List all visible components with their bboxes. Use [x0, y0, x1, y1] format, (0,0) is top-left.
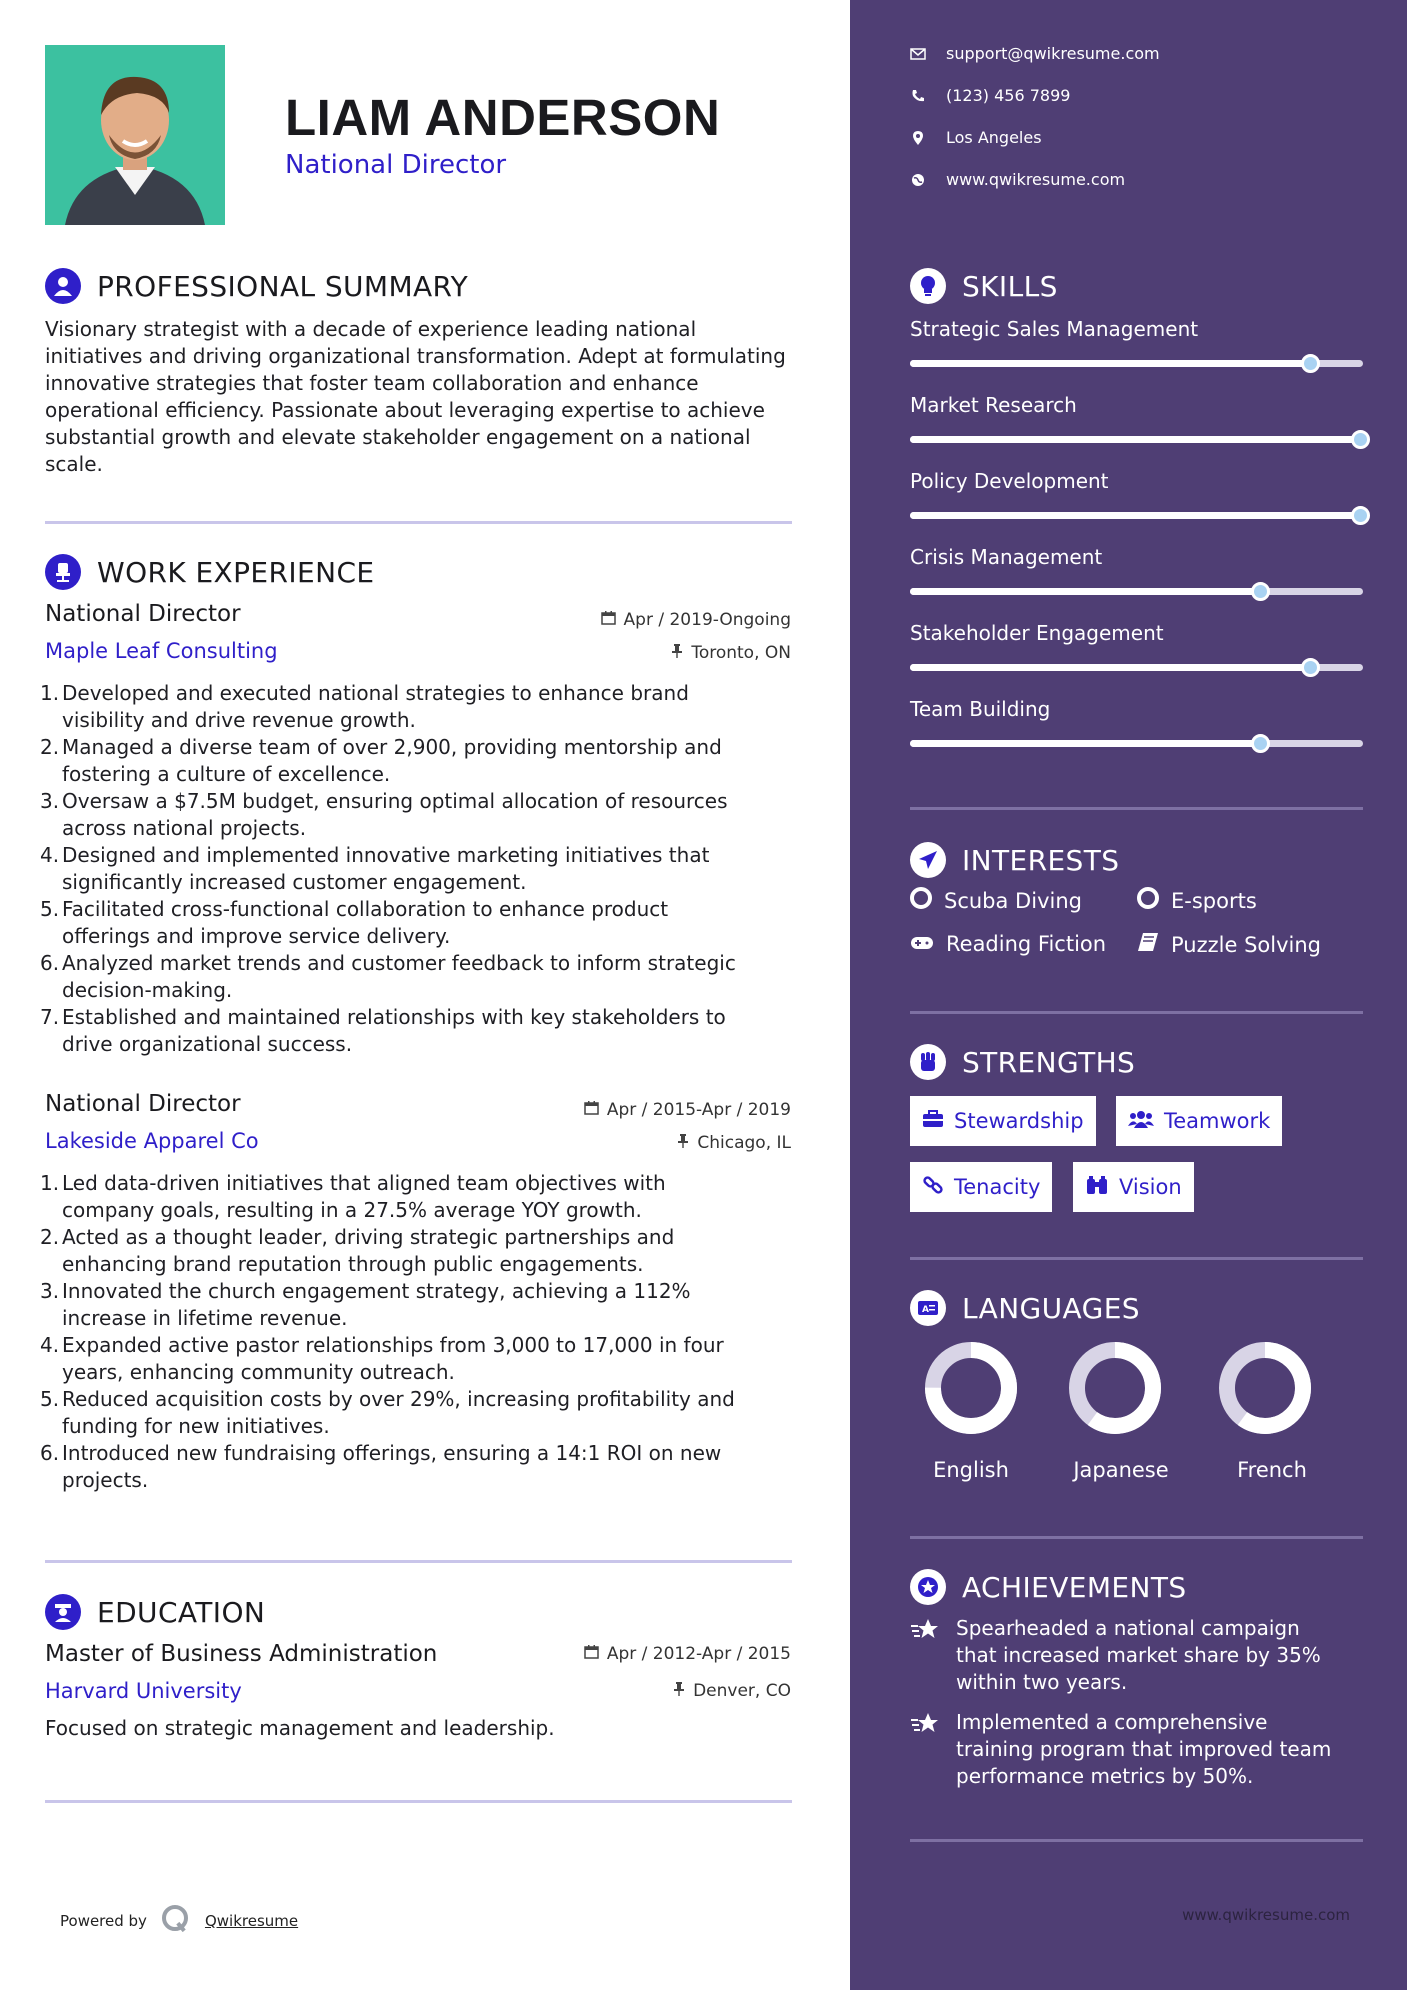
- list-item: 1. Developed and executed national strategies to enhance brand: [40, 681, 689, 705]
- skill-bar-fill: [910, 360, 1313, 367]
- strengths-title: STRENGTHS: [962, 1045, 1136, 1079]
- avatar: [45, 45, 225, 225]
- strength-label: Stewardship: [954, 1109, 1084, 1133]
- list-item: 6. Introduced new fundraising offerings, ensuring a 14:1 ROI on new: [40, 1441, 722, 1465]
- education-description: Focused on strategic management and leadership.: [45, 1716, 555, 1740]
- book-icon: [1137, 932, 1159, 957]
- skill-bar-fill: [910, 588, 1263, 595]
- job-title: National Director: [45, 1091, 241, 1117]
- list-item: visibility and drive revenue growth.: [62, 708, 416, 732]
- school: Harvard University: [45, 1679, 242, 1703]
- pin-icon: [671, 643, 683, 663]
- achievement-item: [910, 1709, 1370, 1790]
- contact-phone[interactable]: [910, 86, 1070, 105]
- contact-phone-text: (123) 456 7899: [946, 86, 1071, 105]
- candidate-role: National Director: [285, 150, 507, 180]
- strength-chip: [910, 1096, 1096, 1146]
- map-pin-icon: [910, 131, 926, 145]
- graduate-icon: [45, 1594, 81, 1630]
- skill-label: Crisis Management: [910, 545, 1103, 569]
- interests-title: INTERESTS: [962, 843, 1120, 877]
- job-dates: [584, 1100, 791, 1120]
- star-trophy-icon: [910, 1709, 942, 1790]
- pin-icon: [673, 1681, 685, 1701]
- link-icon: [922, 1174, 944, 1201]
- list-item: significantly increased customer engagement.: [62, 870, 527, 894]
- list-item: drive organizational success.: [62, 1032, 353, 1056]
- list-item: 4. Designed and implemented innovative marketing initiatives that: [40, 843, 710, 867]
- languages-chart: [850, 1340, 1407, 1540]
- divider: [910, 1257, 1363, 1260]
- list-item: offerings and improve service delivery.: [62, 924, 451, 948]
- skill-bar: [910, 436, 1363, 443]
- divider: [45, 1800, 792, 1803]
- list-item: company goals, resulting in a 27.5% average YOY growth.: [62, 1198, 642, 1222]
- list-item: increase in lifetime revenue.: [62, 1306, 348, 1330]
- job-title: National Director: [45, 601, 241, 627]
- education-location: [673, 1681, 791, 1701]
- contact-location-text: Los Angeles: [946, 128, 1042, 147]
- list-item: funding for new initiatives.: [62, 1414, 330, 1438]
- contact-location: [910, 128, 1042, 147]
- list-item: 5. Facilitated cross-functional collaboration to enhance product: [40, 897, 669, 921]
- achievements-heading: [910, 1569, 1187, 1605]
- achievement-line: within two years.: [956, 1670, 1128, 1694]
- education-location-text: Denver, CO: [693, 1681, 791, 1701]
- skill-bar: [910, 588, 1363, 595]
- list-item: across national projects.: [62, 816, 307, 840]
- list-item: 7. Established and maintained relationships with key stakeholders to: [40, 1005, 726, 1029]
- paper-plane-icon: [910, 842, 946, 878]
- globe-icon: [910, 173, 926, 187]
- experience-heading: [45, 554, 374, 590]
- list-item: 5. Reduced acquisition costs by over 29%, increasing profitability and: [40, 1387, 735, 1411]
- strength-label: Teamwork: [1164, 1109, 1271, 1133]
- job-location: [671, 643, 791, 663]
- qwikresume-logo-icon: [161, 1904, 191, 1938]
- summary-heading: [45, 268, 468, 304]
- education-title: EDUCATION: [97, 1595, 266, 1629]
- education-dates-text: Apr / 2012-Apr / 2015: [606, 1644, 791, 1664]
- interest-label: E-sports: [1171, 888, 1257, 913]
- list-item: decision-making.: [62, 978, 233, 1002]
- skill-bar-fill: [910, 436, 1363, 443]
- powered-by: [60, 1904, 298, 1938]
- skill-bar-fill: [910, 664, 1313, 671]
- experience-title: WORK EXPERIENCE: [97, 555, 375, 589]
- user-icon: [45, 268, 81, 304]
- summary-text: Visionary strategist with a decade of experience leading national initiatives and driving organizational transformation. Adept at formulating innovative strategies that foster team collaboration and enhance operational efficiency. Passionate about leveraging expertise to achieve substantial growth and elevate stakeholder engagement on a national scale.: [45, 317, 786, 476]
- achievement-item: [910, 1615, 1370, 1696]
- interest-label: Reading Fiction: [946, 932, 1107, 956]
- brand-link[interactable]: Qwikresume: [204, 1912, 299, 1930]
- skill-label: Policy Development: [910, 469, 1109, 493]
- footer-website[interactable]: www.qwikresume.com: [1182, 1906, 1350, 1924]
- job-location: [677, 1133, 791, 1153]
- list-item: 4. Expanded active pastor relationships from 3,000 to 17,000 in four: [40, 1333, 724, 1357]
- strength-chip: [1116, 1096, 1282, 1146]
- calendar-icon: [584, 1100, 599, 1120]
- list-item: years, enhancing community outreach.: [62, 1360, 455, 1384]
- achievement-line: training program that improved team: [956, 1737, 1332, 1761]
- list-item: 2. Acted as a thought leader, driving strategic partnerships and: [40, 1225, 675, 1249]
- skill-bar: [910, 360, 1363, 367]
- lightbulb-icon: [910, 268, 946, 304]
- envelope-icon: [910, 48, 926, 60]
- skill-bar: [910, 512, 1363, 519]
- binoculars-icon: [1085, 1175, 1109, 1200]
- achievement-line: Spearheaded a national campaign: [956, 1616, 1300, 1640]
- divider: [45, 1560, 792, 1563]
- skills-heading: [910, 268, 1058, 304]
- achievements-title: ACHIEVEMENTS: [962, 1570, 1187, 1604]
- briefcase-icon: [922, 1109, 944, 1133]
- degree: Master of Business Administration: [45, 1641, 438, 1667]
- strength-chip: [1073, 1162, 1194, 1212]
- interest-item: [910, 932, 1106, 956]
- star-badge-icon: [910, 1569, 946, 1605]
- skill-label: Strategic Sales Management: [910, 317, 1199, 341]
- job-bullets: [40, 680, 800, 1058]
- list-item: 3. Innovated the church engagement strategy, achieving a 112%: [40, 1279, 691, 1303]
- job-dates-text: Apr / 2019-Ongoing: [623, 610, 791, 630]
- profile-photo: [45, 45, 225, 225]
- list-item: 6. Analyzed market trends and customer feedback to inform strategic: [40, 951, 736, 975]
- interests-heading: [910, 842, 1119, 878]
- interest-label: Puzzle Solving: [1171, 932, 1321, 957]
- divider: [45, 521, 792, 524]
- calendar-icon: [584, 1644, 599, 1664]
- languages-title: LANGUAGES: [962, 1291, 1140, 1325]
- language-label: French: [1237, 1458, 1307, 1482]
- life-ring-icon: [1137, 887, 1159, 914]
- skill-bar-fill: [910, 740, 1263, 747]
- skill-label: Stakeholder Engagement: [910, 621, 1164, 645]
- language-label: Japanese: [1073, 1458, 1169, 1482]
- interest-item: [1137, 932, 1321, 957]
- education-heading: [45, 1594, 265, 1630]
- job-location-text: Toronto, ON: [691, 643, 791, 663]
- list-item: projects.: [62, 1468, 149, 1492]
- skill-bar: [910, 664, 1363, 671]
- job-location-text: Chicago, IL: [697, 1133, 791, 1153]
- skill-level-knob: [1351, 430, 1370, 449]
- language-label: English: [933, 1458, 1009, 1482]
- language-card-icon: [910, 1290, 946, 1326]
- interest-label: Scuba Diving: [944, 888, 1082, 913]
- list-item: 1. Led data-driven initiatives that aligned team objectives with: [40, 1171, 666, 1195]
- interest-item: [1137, 887, 1257, 914]
- powered-by-label: Powered by: [60, 1912, 147, 1930]
- contact-email[interactable]: [910, 44, 1160, 63]
- list-item: fostering a culture of excellence.: [62, 762, 391, 786]
- contact-website[interactable]: [910, 170, 1125, 189]
- strength-label: Tenacity: [954, 1175, 1041, 1199]
- skill-level-knob: [1351, 506, 1370, 525]
- svg-text:A: A: [922, 1305, 929, 1315]
- languages-heading: [910, 1290, 1140, 1326]
- life-ring-icon: [910, 887, 932, 914]
- education-dates: [584, 1644, 791, 1664]
- job-company: Maple Leaf Consulting: [45, 639, 278, 663]
- strength-label: Vision: [1119, 1175, 1182, 1199]
- list-item: 2. Managed a diverse team of over 2,900, providing mentorship and: [40, 735, 722, 759]
- skill-bar: [910, 740, 1363, 747]
- contact-email-text: support@qwikresume.com: [946, 44, 1160, 63]
- contact-website-text: www.qwikresume.com: [946, 170, 1126, 189]
- summary-title: PROFESSIONAL SUMMARY: [97, 269, 469, 303]
- skill-label: Market Research: [910, 393, 1077, 417]
- strengths-heading: [910, 1044, 1135, 1080]
- achievement-line: performance metrics by 50%.: [956, 1764, 1254, 1788]
- divider: [910, 807, 1363, 810]
- job-dates: [601, 610, 791, 630]
- achievement-line: Implemented a comprehensive: [956, 1710, 1268, 1734]
- strength-chip: [910, 1162, 1052, 1212]
- interest-item: [910, 887, 1082, 914]
- job-company: Lakeside Apparel Co: [45, 1129, 259, 1153]
- job-bullets: [40, 1170, 800, 1494]
- skill-label: Team Building: [910, 697, 1051, 721]
- list-item: 3. Oversaw a $7.5M budget, ensuring optimal allocation of resources: [40, 789, 728, 813]
- job-dates-text: Apr / 2015-Apr / 2019: [606, 1100, 791, 1120]
- list-item: enhancing brand reputation through public engagements.: [62, 1252, 644, 1276]
- divider: [910, 1536, 1363, 1539]
- fist-icon: [910, 1044, 946, 1080]
- calendar-icon: [601, 610, 616, 630]
- candidate-name: LIAM ANDERSON: [285, 89, 721, 146]
- gamepad-icon: [910, 932, 934, 956]
- divider: [910, 1011, 1363, 1014]
- divider: [910, 1839, 1363, 1842]
- chair-icon: [45, 554, 81, 590]
- star-trophy-icon: [910, 1615, 942, 1696]
- skills-title: SKILLS: [962, 269, 1058, 303]
- skill-bar-fill: [910, 512, 1363, 519]
- users-icon: [1128, 1109, 1154, 1133]
- achievement-line: that increased market share by 35%: [956, 1643, 1321, 1667]
- phone-icon: [910, 89, 926, 103]
- pin-icon: [677, 1133, 689, 1153]
